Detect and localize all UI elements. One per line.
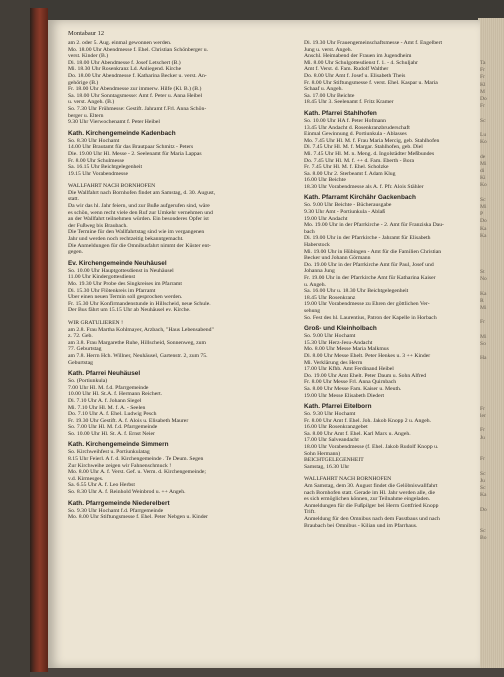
text-line: 8.15 Uhr Feierl. A f. d. Kirchengemeinde . Te Deum. Segen: [68, 456, 204, 463]
text-line: Mi. 8.00 Uhr Schulgottesdienst f. 1. - 4. Schuljahr: [304, 59, 418, 66]
section-heading: Kath. Kirchengemeinde Kadenbach: [68, 129, 176, 137]
text-line: So. Kirchweihfest u. Portiunkulatag: [68, 449, 150, 456]
text-line: v.d. Kirmesges.: [68, 475, 104, 482]
bleed-line: Sc: [480, 117, 486, 124]
bleed-line: [480, 254, 504, 261]
text-line: Do. 18.00 Uhr Abendmesse f. Katharina Becker u. verst. An-: [68, 72, 207, 79]
text-line: Sa. 6.55 Uhr A. f. Leo Herbst: [68, 482, 135, 489]
bleed-line: Mi: [480, 333, 487, 340]
text-line: Fr. 8.00 Uhr Messe Frl. Anna Quirnbach: [304, 379, 397, 386]
text-line: 9.30 Uhr Amt - Portiunkula - Ablaß: [304, 209, 386, 216]
text-line: Braubach bei Omnibus - Kilian und im Pfarrhaus.: [304, 522, 418, 529]
bleed-line: Do: [480, 218, 487, 225]
text-line: Di. 18.00 Uhr Abendmesse f. Josef Letschert (B.): [68, 59, 181, 66]
text-line: WALLFAHRT NACH BORNHOFEN: [304, 476, 392, 483]
section-heading: Kath. Pfarrei Eitelborn: [304, 403, 372, 411]
text-line: So. Fest des hl. Laurentius, Patron der Kapelle in Horbach: [304, 314, 437, 321]
text-line: Di. 7.10 Uhr A. f. Johann Siegel: [68, 397, 142, 404]
bleed-line: [480, 262, 504, 269]
text-line: Mo. 7.45 Uhr Hl. M. f. Frau Maria Mercig, geb. Stahlhofen: [304, 137, 440, 144]
text-line: Mo. 8.00 Uhr Stiftungsmesse f. Ehel. Peter Nebgen u. Kinder: [68, 514, 208, 521]
text-line: BEICHTGELEGENHEIT: [304, 457, 364, 464]
text-line: 19.00 Uhr Vorabendmesse zu Ehren der göttlichen Ver-: [304, 301, 430, 308]
text-line: Über einen neuen Termin soll gesprochen werden.: [68, 294, 183, 301]
text-line: 13.45 Uhr Andacht d. Rosenkranzbruderschaft: [304, 124, 410, 131]
text-line: Do. 8.00 Uhr Amt f. Josef u. Elisabeth Theis: [304, 72, 406, 79]
text-line: am 3.8. Frau Margarethe Ruhe, Hillscheid, Sonnenweg, zum: [68, 339, 206, 346]
text-line: Mi. 19.00 Uhr in Hübingen - Amt für die Familien Christian: [304, 248, 442, 255]
text-line: Di. 8.00 Uhr Messe Ehelt. Peter Henkes u. 3 ++ Kinder: [304, 352, 431, 359]
bleed-line: Mi: [480, 160, 487, 167]
text-line: Anmeldung für den Omnibus nach dem Fasstbaus und nach: [304, 516, 440, 522]
text-line: 18.45 Uhr Rosenkranz: [304, 294, 356, 301]
text-line: Mo. 8.00 Uhr Messe Maria Malkmus: [304, 346, 389, 353]
text-line: 7.00 Uhr Hl. M. f.d. Pfarrgemeinde: [68, 384, 149, 391]
text-line: Di. 15.30 Uhr Flötenkreis im Pfarramt: [68, 287, 156, 294]
text-line: der Fußweg bis Braubach.: [68, 222, 128, 229]
text-line: an der Wallfahrt teilnehmen würden. Ein besonderes Opfer ist: [68, 216, 209, 223]
text-line: 17.00 Uhr Kfhb. Amt Ferdinand Heibel: [304, 366, 394, 373]
text-line: So. 9.30 Uhr Hochamt f.d. Pfarrgemeinde: [68, 507, 164, 514]
text-line: Do. 7.45 Uhr Hl. M. f. ++ d. Fam. Eberth - Bora: [304, 157, 415, 164]
bleed-line: R: [480, 297, 484, 304]
section-heading: Kath. Pfarrei Neuhäusel: [68, 370, 141, 378]
text-line: 17.00 Uhr Salveandacht: [304, 437, 359, 444]
text-line: Fr. 8.00 Uhr Stiftungsmesse f. verst. Ehel. Kaspar u. Maria: [304, 79, 438, 86]
text-line: Mi. Verklärung des Herrn: [304, 359, 363, 366]
section-heading: Kath. Pfarramt Kirchähr Gackenbach: [304, 194, 416, 202]
text-line: WIR GRATULIEREN !: [68, 319, 123, 326]
bleed-line: de: [480, 153, 486, 160]
bleed-line: Kl: [480, 81, 486, 88]
text-line: So. 8.30 Uhr A. f. Reinhold Weinbrod u. ++ Angeh.: [68, 489, 186, 496]
bleed-line: [480, 463, 504, 470]
right-column: [304, 40, 476, 529]
text-line: Schaaf u. Angeh.: [304, 86, 343, 93]
text-line: Mo. 8.00 Uhr A. f. Verst. Gef. u. Verm. d. Kirchengemeinde;: [68, 469, 206, 476]
bleed-line: Fr: [480, 103, 485, 110]
text-line: So. 7.30 Uhr Frühmesse: Gestift. Jahramt f.Frl. Anna Schön-: [68, 105, 207, 112]
text-line: gehörige (B.): [68, 79, 99, 86]
bleed-line: Fr: [480, 319, 485, 326]
bleed-line: [480, 363, 504, 370]
bleed-line: P: [480, 211, 484, 218]
bleed-line: [480, 110, 504, 117]
text-line: 14.00 Uhr Brautamt für das Brautpaar Schmitz - Peters: [68, 144, 194, 151]
bleed-line: Ju: [480, 434, 485, 441]
bleed-line: Mi: [480, 204, 487, 211]
text-line: sehung: [304, 307, 321, 314]
text-line: Sa. 16.00 Uhr u. 18.30 Uhr Beichtgelegenheit: [304, 288, 409, 295]
text-line: Fr. 8.00 Uhr Amt f. Ehel. Joh. Jakob Knopp 2 u. Angeh.: [304, 417, 432, 424]
bleed-line: Ta: [480, 60, 486, 66]
bleed-line: Ka: [480, 290, 487, 297]
bleed-line: St: [480, 268, 485, 275]
bleed-line: [480, 449, 504, 456]
text-line: es schön, wenn recht viele den Ruf zur Umkehr vernehmen und: [68, 209, 213, 216]
text-line: berger u. Eltern: [68, 112, 104, 119]
bleed-line: [480, 521, 504, 528]
bleed-line: Sc: [480, 470, 486, 477]
text-line: nach Bornhofen statt. Gerade im Hl. Jahr werden alle, die: [304, 489, 436, 496]
text-line: Di. 7.45 Uhr Hl. M. f. Margar. Stahlhofen, geb. Diel: [304, 144, 423, 151]
text-line: statt.: [68, 196, 79, 203]
bleed-line: [480, 312, 504, 319]
text-line: Becker und Johann Görmann: [304, 255, 371, 262]
bleed-line: [480, 391, 504, 398]
text-line: u. Angeh.: [304, 281, 326, 288]
bleed-line: [480, 125, 504, 132]
text-line: Einmal Gewinnung d. Portiunkula - Ablasses: [304, 131, 407, 138]
text-line: 77. Geburtstag: [68, 346, 102, 353]
text-line: Fr. 15.30 Uhr Konfirmandenstunde in Hillscheid, neue Schule.: [68, 300, 211, 307]
text-line: Trift.: [304, 509, 316, 516]
text-line: Die Anmeldungen für die Omnibusfahrt nimmt der Küster ent-: [68, 242, 211, 249]
text-line: Anschl. Heimabend der Frauen im Jugendheim: [304, 53, 412, 60]
bleed-line: Ju: [480, 477, 485, 484]
bleed-line: Fr: [480, 74, 485, 81]
text-line: Fr. 8.00 Uhr Schulmesse: [68, 157, 125, 164]
text-line: am 2. oder 5. Aug. einmal gewonnen werden.: [68, 40, 172, 46]
text-line: Sa. 8.00 Uhr Messe Fam. Kaiser u. Meuth.: [304, 385, 402, 392]
text-line: Mo. 18.00 Uhr Abendmesse f. Ehel. Christian Schönberger u.: [68, 46, 209, 53]
bleed-line: [480, 377, 504, 384]
text-line: Die. 19.00 Uhr Hl. Messe - 2. Seelenamt für Maria Lappas: [68, 150, 202, 157]
text-line: 9.30 Uhr Vierwochenamt f. Peter Heibel: [68, 119, 160, 126]
text-line: Sa. 17.00 Uhr Beichte: [304, 92, 355, 99]
text-line: Fr. 18.00 Uhr Abendmesse zur immerw. Hilfe (Kl. B.) (B.): [68, 86, 202, 93]
bleed-line: [480, 442, 504, 449]
text-line: So. (Portiunkula): [68, 378, 108, 385]
text-line: So. 10.00 Uhr HA f. Peter Hofmann: [304, 117, 386, 124]
text-line: Sa. 8.00 Uhr 2. Sterbeamt f. Adam Klug: [304, 170, 396, 177]
text-line: Mo. 19.00 Uhr in der Pfarrkirche - 2. Amt für Franziska Dau-: [304, 222, 444, 229]
book-spine: [30, 8, 48, 672]
text-line: 11.00 Uhr Kindergottesdienst: [68, 274, 136, 281]
text-line: Da wir das hl. Jahr feiern, und zur Buße aufgerufen sind, wäre: [68, 203, 210, 210]
text-line: 19.00 Uhr Andacht: [304, 215, 348, 222]
bleed-line: [480, 283, 504, 290]
bleed-line: Fr: [480, 427, 485, 434]
text-line: Haberstock: [304, 242, 330, 249]
text-line: 16.00 Uhr Rosenkranzgebet: [304, 424, 368, 431]
bleed-line: Ko: [480, 182, 487, 189]
text-line: Fr. 7.45 Uhr Hl. M. f. Ehel. Scholzke: [304, 164, 389, 171]
text-line: Jahr und werden noch rechtzeitig bekanntgemacht.: [68, 236, 184, 243]
text-line: So. 8.30 Uhr Hochamt: [68, 137, 120, 144]
text-line: am 2.8. Frau Martha Kohlmayer, Arzbach, "Haus Lebensabend": [68, 326, 214, 333]
bleed-line: Sc: [480, 484, 486, 491]
bleed-line: Ha: [480, 355, 487, 362]
text-line: Di. 19.00 Uhr in der Pfarrkirche - Jahramt für Elisabeth: [304, 235, 431, 242]
text-line: Sa. 8.00 Uhr Amt f. Ehel. Karl Marx u. Angeh.: [304, 430, 411, 437]
text-line: es sich ermöglichen können, zur Teilnahme eingeladen.: [304, 496, 431, 503]
bleed-line: [480, 247, 504, 254]
bleed-line: Ki: [480, 175, 486, 182]
bleed-line: Fr: [480, 405, 485, 412]
section-heading: Groß- und Kleinholbach: [304, 325, 377, 333]
bleed-line: [480, 420, 504, 427]
text-line: Zur Kirchweihe zeigen wir Fahnenschmuck !: [68, 462, 172, 469]
text-line: Samstag, 16.30 Uhr: [304, 463, 350, 470]
text-line: Fr. 19.30 Uhr Gestift. A. f. Alois u. Elisabeth Maurer: [68, 417, 189, 424]
bleed-line: Sc: [480, 196, 486, 203]
text-line: So. 7.00 Uhr Hl. M. f.d. Pfarrgemeinde: [68, 424, 158, 431]
text-line: 18.00 Uhr Vorabendmesse (f. Ehel. Jakob Rudolf Knopp u.: [304, 444, 439, 451]
text-line: Do. 7.10 Uhr A. f. Ehel. Ludwig Pesch: [68, 411, 157, 418]
bleed-line: [480, 190, 504, 197]
text-line: Die Termine für den Wallfahrtstag sind wie im vergangenen: [68, 229, 205, 236]
background-left: [0, 0, 30, 677]
bleed-line: [480, 384, 504, 391]
text-line: So. 9.30 Uhr Hochamt: [304, 411, 356, 418]
section-heading: Ev. Kirchengemeinde Neuhäusel: [68, 259, 167, 267]
bleed-line: [480, 514, 504, 521]
text-line: So. 10.00 Uhr Hl. St. A. f. Ernst Neier: [68, 430, 155, 437]
text-line: Johanna Jung: [304, 268, 335, 275]
text-line: So. 9.00 Uhr Beichte - Bücherausgabe: [304, 202, 392, 209]
bleed-line: Ka: [480, 225, 487, 232]
bleed-line: Do: [480, 506, 487, 513]
text-line: Mi. 7.45 Uhr Hl. M. n. Meng. d. Ingolstädter Meßbundes: [304, 150, 435, 157]
text-line: Die Wallfahrt nach Bornhofen findet am Samstag, d. 30. August,: [68, 189, 216, 196]
text-line: Mi. 18.30 Uhr Rosenkranz Ld. Anliegend. Kirche: [68, 66, 182, 73]
text-line: verst. Kinder (B.): [68, 53, 109, 60]
text-line: 18.45 Uhr 3. Seelenamt f. Fritz Kramer: [304, 99, 394, 106]
text-line: Di. 19.30 Uhr Frauengemeinschaftsmesse - Amt f. Engelbert: [304, 40, 443, 46]
text-line: Der Bus fährt um 15.15 Uhr ab Neuhäusel ev. Kirche.: [68, 307, 191, 314]
left-column: [68, 40, 286, 521]
bleed-line: [480, 499, 504, 506]
text-line: 18.30 Uhr Vorabendmesse als A. f. Pfr. Alois Stähler: [304, 183, 424, 190]
bleed-line: ler: [480, 412, 486, 419]
text-line: Sa. 16.15 Uhr Beichtgelegenheit: [68, 164, 143, 171]
bleed-line: [480, 327, 504, 334]
facing-page-bleed: [480, 60, 504, 660]
text-line: So. 10.00 Uhr Hauptgottesdienst in Neuhäusel: [68, 267, 174, 274]
text-line: Do. 19.00 Uhr Amt Ehelt. Peter Daum u. Sohn Alfred: [304, 372, 427, 379]
text-line: So. 9.00 Uhr Hochamt: [304, 333, 356, 340]
text-line: WALLFAHRT NACH BORNHOFEN: [68, 183, 156, 190]
page-header: Montabaur 12: [68, 30, 105, 37]
bleed-line: Mi: [480, 304, 487, 311]
bleed-line: [480, 146, 504, 153]
text-line: Mi. 7.10 Uhr Hl. M. f. A. - Seelen: [68, 404, 146, 411]
section-heading: Kath. Pfarrgemeinde Niederelbert: [68, 499, 170, 507]
text-line: z. 72. Geb.: [68, 333, 93, 340]
text-line: Geburtstag: [68, 359, 93, 366]
text-line: 16.00 Uhr Beichte: [304, 177, 346, 184]
text-line: 19.00 Uhr Messe Elisabeth Diedert: [304, 392, 385, 399]
bleed-line: Fr: [480, 456, 485, 463]
text-line: 10.00 Uhr Hl. St.A. f. Hermann Reichert.: [68, 391, 163, 398]
section-heading: Kath. Kirchengemeinde Simmern: [68, 441, 169, 449]
bleed-line: So: [480, 340, 486, 347]
text-line: 19.15 Uhr Vorabendmesse: [68, 170, 128, 177]
text-line: Jung u. verst. Angeh.: [304, 46, 353, 53]
text-line: 15.30 Uhr Herz-Jesu-Andacht: [304, 339, 373, 346]
bleed-line: Lu: [480, 132, 487, 139]
bleed-line: Ka: [480, 492, 487, 499]
text-line: Sohn Hermann): [304, 450, 341, 457]
text-line: Sa. 18.00 Uhr Sonntagsmesse: Amt f. Peter u. Anna Heibel: [68, 92, 203, 99]
bleed-line: [480, 240, 504, 247]
text-line: Anmeldungen für die Fußpilger bei Herrn Gottfried Knopp: [304, 502, 439, 509]
bleed-line: [480, 370, 504, 377]
text-line: Fr. 19.00 Uhr in der Pfarrkirche Amt für Katharina Kaiser: [304, 275, 436, 281]
bleed-line: Ka: [480, 232, 487, 239]
bleed-line: Fr: [480, 67, 485, 74]
text-line: gegen.: [68, 249, 84, 256]
bleed-line: di: [480, 168, 485, 175]
text-line: u. verst. Angeh. (B.): [68, 99, 115, 106]
text-line: Mo. 19.30 Uhr Probe des Singkreises im Pfarramt: [68, 281, 182, 287]
bleed-line: Bo: [480, 535, 487, 542]
section-heading: Kath. Pfarrei Stahlhofen: [304, 109, 377, 117]
bleed-line: No: [480, 276, 487, 283]
bleed-line: M: [480, 88, 485, 95]
bleed-line: Sc: [480, 528, 486, 535]
bleed-line: [480, 399, 504, 406]
bleed-line: [480, 348, 504, 355]
bleed-line: Ko: [480, 139, 487, 146]
text-line: bach: [304, 228, 315, 235]
bleed-line: Do: [480, 96, 487, 103]
text-line: Am Samstag, dem 30. August findet die Gelöbniswallfahrt: [304, 483, 438, 490]
text-line: Amt f. Verst. d. Fam. Rudolf Walther: [304, 66, 389, 73]
text-line: am 7.8. Herrn Hch. Willner, Neuhäusel, Gartenstr. 2, zum 75.: [68, 352, 208, 359]
text-line: Do. 19.00 Uhr in der Pfarrkirche Amt für Paul, Josef und: [304, 261, 434, 268]
